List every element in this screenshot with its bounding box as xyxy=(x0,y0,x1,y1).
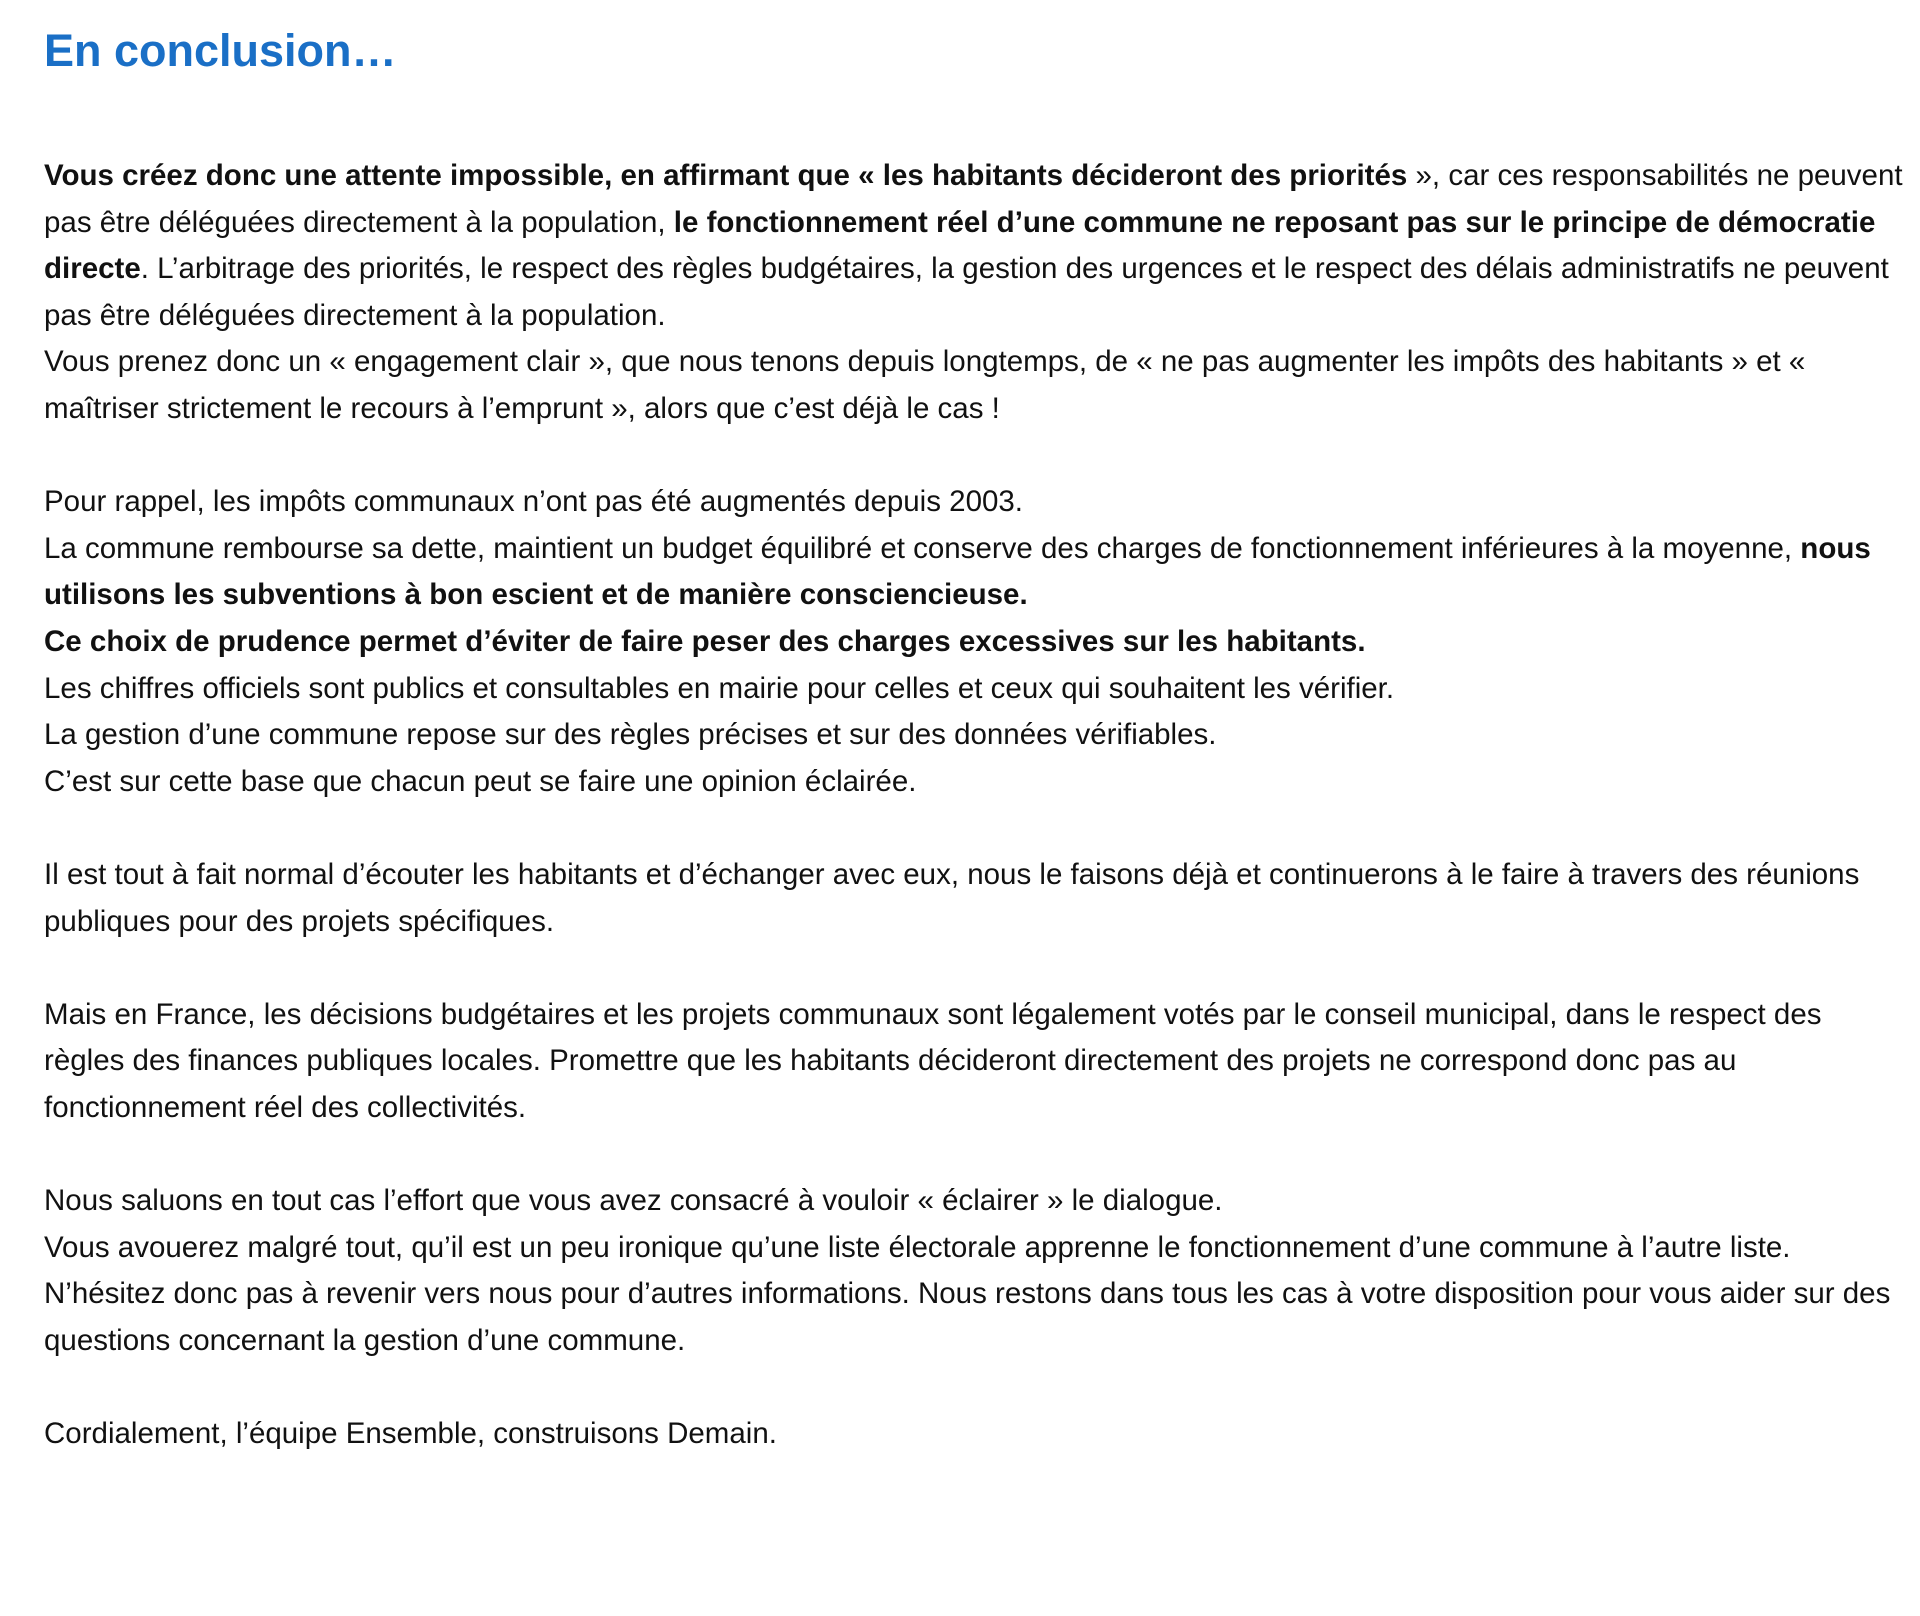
paragraph-budget xyxy=(44,526,1904,619)
page-title: En conclusion… xyxy=(44,25,397,76)
bold-statement: Vous créez donc une attente impossible, en affirmant que « les habitants décideront des priorités xyxy=(44,159,1408,192)
document-body xyxy=(44,20,1904,1458)
signature: Cordialement, l’équipe Ensemble, construisons Demain. xyxy=(44,1417,777,1451)
text-run: », car ces responsabilités ne peuvent pas être déléguées directement à la population, xyxy=(44,159,1903,239)
paragraph-commitments xyxy=(44,153,1904,339)
paragraph-listening: Il est tout à fait normal d’écouter les habitants et d’échanger avec eux, nous le faisons déjà et continuerons à le faire à travers des réunions publiques pour des projets spécifiques. xyxy=(44,857,1860,938)
paragraph-prudence xyxy=(44,619,1904,666)
paragraph-availability: N’hésitez donc pas à revenir vers nous pour d’autres informations. Nous restons dans tous les cas à votre disposition pour vous aider sur des questions concernant la gestion d’une commune. xyxy=(44,1277,1891,1357)
paragraph-taxes: Pour rappel, les impôts communaux n’ont pas été augmentés depuis 2003. xyxy=(44,485,1024,519)
paragraph-legal-framework: Mais en France, les décisions budgétaires et les projets communaux sont légalement votés par le conseil municipal, dans le respect des règles des finances publiques locales. Promettre que les habitants décideront directement des projets ne correspond donc pas au fonctionnement réel des collectivités. xyxy=(44,997,1822,1124)
paragraph-rules: La gestion d’une commune repose sur des règles précises et sur des données vérifiables. xyxy=(44,718,1217,752)
bold-statement: le fonctionnement réel d’une commune ne reposant pas sur le principe de démocratie directe xyxy=(44,205,1876,286)
paragraph-official-figures: Les chiffres officiels sont publics et consultables en mairie pour celles et ceux qui souhaitent les vérifier. xyxy=(44,671,1395,705)
paragraph-commitments-continued: Vous prenez donc un « engagement clair », que nous tenons depuis longtemps, de « ne pas augmenter les impôts des habitants » et « maîtriser strictement le recours à l’emprunt », alors que c’est déjà le cas ! xyxy=(44,345,1806,425)
paragraph-opinion: C’est sur cette base que chacun peut se faire une opinion éclairée. xyxy=(44,764,917,798)
text-run: La commune rembourse sa dette, maintient un budget équilibré et conserve des charges de fonctionnement inférieures à la moyenne, xyxy=(44,531,1801,565)
bold-statement: nous utilisons les subventions à bon escient et de manière consciencieuse. xyxy=(44,531,1871,612)
paragraph-irony: Vous avouerez malgré tout, qu’il est un peu ironique qu’une liste électorale apprenne le fonctionnement d’une commune à l’autre liste. xyxy=(44,1230,1791,1264)
text-run: . L’arbitrage des priorités, le respect des règles budgétaires, la gestion des urgences et le respect des délais administratifs ne peuvent pas être déléguées directement à la population. xyxy=(44,252,1889,332)
bold-statement: Ce choix de prudence permet d’éviter de faire peser des charges excessives sur les habitants. xyxy=(44,624,1366,658)
paragraph-dialogue: Nous saluons en tout cas l’effort que vous avez consacré à vouloir « éclairer » le dialogue. xyxy=(44,1184,1223,1218)
